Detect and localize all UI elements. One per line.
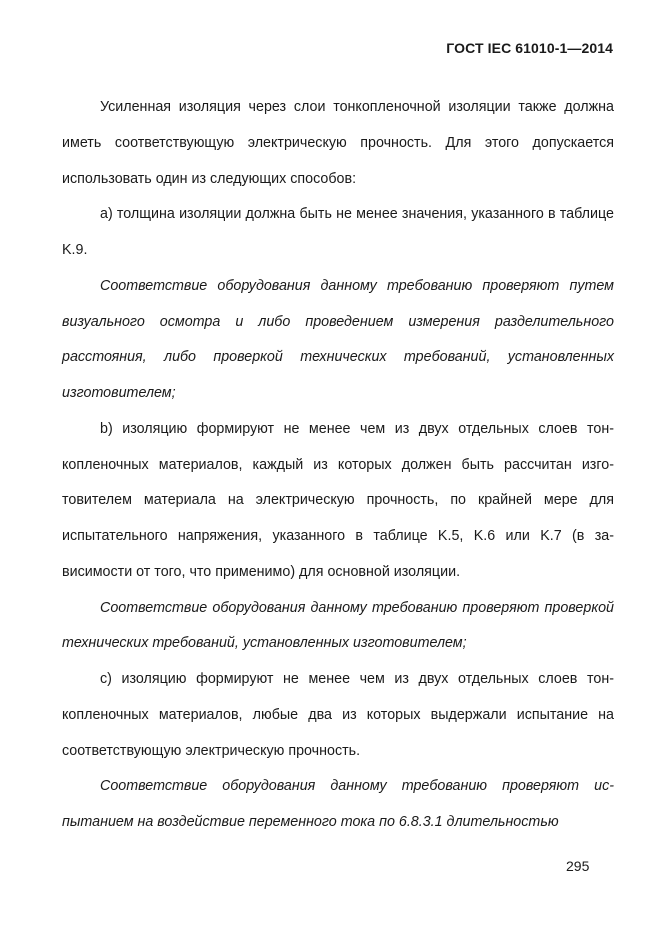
paragraph-method-c: c) изоляцию формируют не менее чем из двух отдельных слоев тонкопленочных материалов, любые два из которых выдержали испытание на соответствующую электрическую прочность.	[62, 671, 614, 759]
document-body	[62, 90, 614, 841]
paragraph-method-a: a) толщина изоляции должна быть не менее значения, указанного в таблице K.9.	[62, 206, 614, 258]
paragraph-compliance-b: Соответствие оборудования данному требованию проверяют проверкой технических требований, установленных изготовителем;	[62, 599, 614, 652]
paragraph-reinforced-insulation: Усиленная изоляция через слои тонкопленочной изоляции также должна иметь соответствующую электрическую прочность. Для этого допускается использовать один из следующих способов:	[62, 99, 614, 187]
paragraph-compliance-a: Соответствие оборудования данному требованию проверяют путем визуального осмотра и либо проведением измерения разделительного расстояния, либо проверкой технических требований, установленных изготовителем;	[62, 277, 614, 401]
document-header: ГОСТ IEC 61010-1—2014	[446, 40, 613, 56]
paragraph-compliance-c: Соответствие оборудования данному требованию проверяют испытанием на воздействие переменного тока по 6.8.3.1 длительностью	[62, 778, 614, 830]
paragraph-method-b: b) изоляцию формируют не менее чем из двух отдельных слоев тонкопленочных материалов, каждый из которых должен быть рассчитан изготовителем материала на электрическую прочность, по крайней мере для испытательного напряжения, указанного в таблице K.5, K.6 или K.7 (в зависимости от того, что применимо) для основной изоляции.	[62, 420, 614, 580]
page-number: 295	[566, 858, 590, 874]
